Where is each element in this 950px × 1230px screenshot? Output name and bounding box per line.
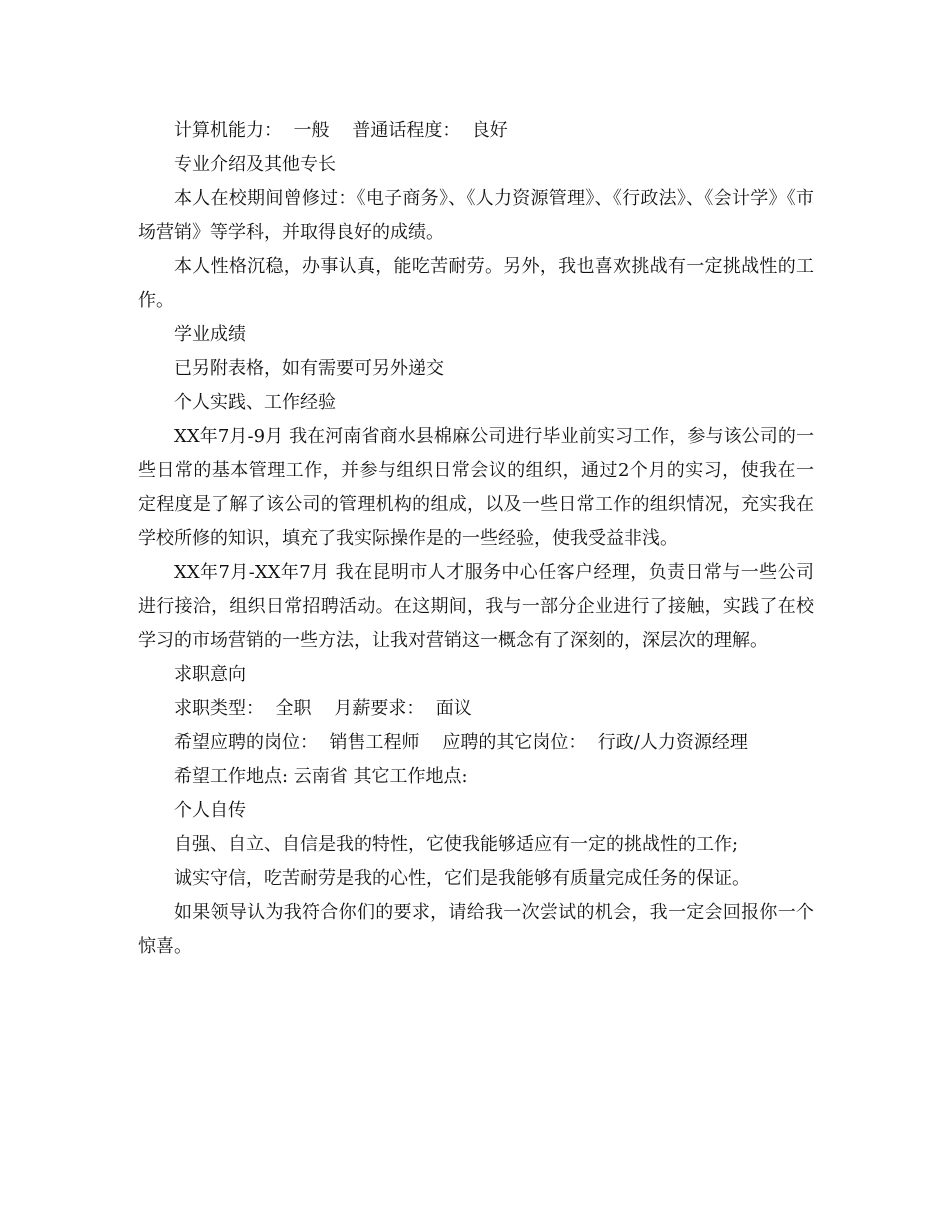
autobiography-line-2: 诚实守信，吃苦耐劳是我的心性，它们是我能够有质量完成任务的保证。 — [174, 868, 750, 889]
section-heading-experience: 个人实践、工作经验 — [174, 392, 336, 413]
personality-paragraph: 本人性格沉稳，办事认真，能吃苦耐劳。另外，我也喜欢挑战有一定挑战性的工作。 — [138, 256, 814, 311]
computer-skill-line: 计算机能力： 一般 普通话程度： 良好 — [174, 120, 508, 141]
section-heading-grades: 学业成绩 — [174, 324, 246, 345]
experience-job-paragraph: XX年7月-XX年7月 我在昆明市人才服务中心任客户经理，负责日常与一些公司进行接洽，组织日常招聘活动。在这期间，我与一部分企业进行了接触，实践了在校学习的市场营销的一些方法，让我对营销这一概念有了深刻的，深层次的理解。 — [138, 562, 814, 651]
courses-paragraph: 本人在校期间曾修过：《电子商务》、《人力资源管理》、《行政法》、《会计学》《市场营销》等学科，并取得良好的成绩。 — [138, 188, 814, 243]
grades-paragraph: 已另附表格，如有需要可另外递交 — [174, 358, 444, 379]
autobiography-line-1: 自强、自立、自信是我的特性，它使我能够适应有一定的挑战性的工作; — [174, 834, 739, 855]
desired-position-line: 希望应聘的岗位： 销售工程师 应聘的其它岗位： 行政/人力资源经理 — [174, 732, 748, 753]
document-body — [138, 114, 814, 964]
experience-internship-paragraph: XX年7月-9月 我在河南省商水县棉麻公司进行毕业前实习工作，参与该公司的一些日常的基本管理工作，并参与组织日常会议的组织，通过2个月的实习，使我在一定程度是了解了该公司的管理机构的组成，以及一些日常工作的组织情况，充实我在学校所修的知识，填充了我实际操作是的一些经验，使我受益非浅。 — [138, 426, 814, 549]
closing-paragraph: 如果领导认为我符合你们的要求，请给我一次尝试的机会，我一定会回报你一个惊喜。 — [138, 902, 814, 957]
work-location-line: 希望工作地点: 云南省 其它工作地点: — [174, 766, 468, 787]
section-heading-autobiography: 个人自传 — [174, 800, 246, 821]
section-heading-job-intent: 求职意向 — [174, 664, 246, 685]
job-type-line: 求职类型： 全职 月薪要求： 面议 — [174, 698, 472, 719]
section-heading-specialty: 专业介绍及其他专长 — [174, 154, 336, 175]
